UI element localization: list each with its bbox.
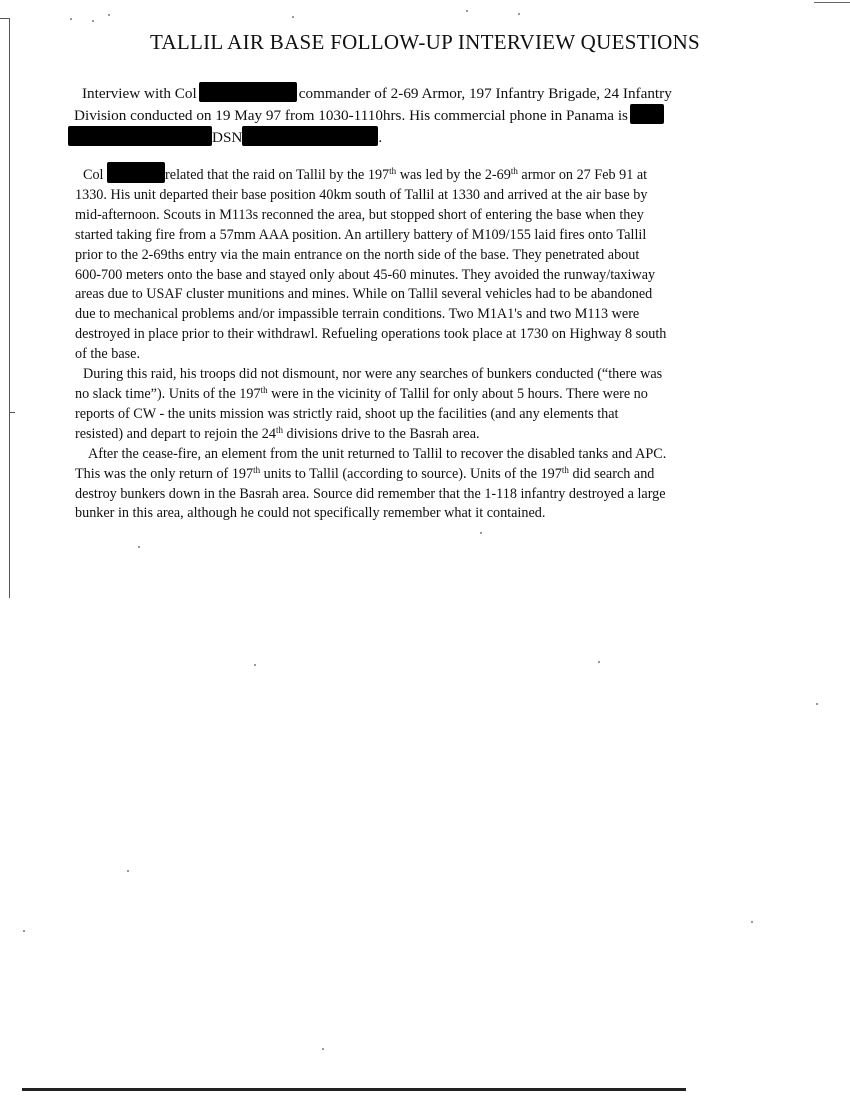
- body-line: mid-afternoon. Scouts in M113s reconned the area, but stopped short of entering the base when they: [75, 206, 644, 223]
- scan-speck: [108, 14, 110, 16]
- interview-intro: [74, 82, 764, 148]
- page-title: TALLIL AIR BASE FOLLOW-UP INTERVIEW QUESTIONS: [149, 30, 701, 54]
- superscript: th: [561, 464, 569, 475]
- interview-body: [75, 162, 775, 524]
- superscript: th: [389, 166, 397, 176]
- intro-text: Interview with Col: [82, 85, 197, 102]
- scan-speck: [92, 20, 94, 22]
- body-line: due to mechanical problems and/or impassible terrain conditions. Two M1A1's and two M113 were: [75, 306, 640, 323]
- body-line: [75, 425, 775, 445]
- body-line: areas due to USAF cluster munitions and mines. While on Tallil several vehicles had to be abandoned: [75, 286, 653, 303]
- body-line: prior to the 2-69ths entry via the main entrance on the north side of the base. They penetrated about: [75, 246, 640, 263]
- scan-edge-tick: [0, 18, 9, 19]
- body-text: did search and: [568, 465, 655, 482]
- body-line: started taking fire from a 57mm AAA position. An artillery battery of M109/155 laid fires onto Tallil: [75, 226, 647, 243]
- scan-speck: [138, 546, 140, 548]
- scan-speck: [816, 703, 818, 705]
- scan-top-rule: [814, 2, 850, 3]
- body-text: resisted) and depart to rejoin the 24: [75, 425, 276, 442]
- body-text: divisions drive to the Basrah area.: [282, 425, 480, 442]
- redaction-block: [242, 126, 378, 146]
- intro-text: commander of 2-69 Armor, 197 Infantry Brigade, 24 Infantry: [298, 85, 672, 102]
- body-text: was led by the 2-69: [396, 167, 511, 183]
- intro-text: Division conducted on 19 May 97 from 1030-1110hrs. His commercial phone in Panama is: [74, 107, 628, 124]
- scan-speck: [480, 532, 482, 534]
- redaction-block: [630, 104, 664, 124]
- scan-speck: [322, 1048, 324, 1050]
- body-text: This was the only return of 197: [75, 465, 254, 482]
- intro-line: [74, 82, 764, 104]
- scan-edge-line: [9, 18, 10, 598]
- scan-speck: [23, 930, 25, 932]
- body-line: After the cease-fire, an element from the unit returned to Tallil to recover the disabled tanks and APC.: [88, 445, 667, 462]
- intro-text: DSN: [212, 129, 243, 146]
- body-line: destroy bunkers down in the Basrah area. Source did remember that the 1-118 infantry destroyed a large: [75, 485, 666, 502]
- redaction-block: [199, 82, 297, 102]
- redaction-block: [107, 162, 165, 183]
- body-line: [75, 385, 775, 405]
- superscript: th: [275, 424, 283, 435]
- body-text: Col: [83, 167, 104, 183]
- intro-line: [74, 104, 764, 126]
- scan-edge-tick: [9, 412, 15, 413]
- superscript: th: [260, 384, 268, 395]
- scan-bottom-rule: [22, 1088, 686, 1091]
- scan-speck: [254, 664, 256, 666]
- scan-speck: [751, 921, 753, 923]
- scan-speck: [466, 10, 468, 12]
- body-text: units to Tallil (according to source). Units of the 197: [260, 465, 562, 482]
- redaction-block: [68, 126, 212, 146]
- body-text: no slack time”). Units of the 197: [75, 385, 261, 402]
- body-line: During this raid, his troops did not dismount, nor were any searches of bunkers conducted (“there was: [83, 366, 663, 383]
- scan-speck: [518, 13, 520, 15]
- superscript: th: [253, 464, 261, 475]
- body-text: armor on 27 Feb 91 at: [517, 167, 648, 183]
- superscript: th: [510, 166, 518, 176]
- scan-speck: [70, 18, 72, 20]
- scan-speck: [127, 870, 129, 872]
- body-line: destroyed in place prior to their withdrawl. Refueling operations took place at 1730 on Highway 8 south: [75, 326, 667, 343]
- body-line: reports of CW - the units mission was strictly raid, shoot up the facilities (and any elements that: [75, 405, 619, 422]
- intro-line: [68, 126, 764, 148]
- body-line: [75, 465, 775, 485]
- body-line: [75, 162, 775, 186]
- body-line: of the base.: [75, 346, 141, 363]
- scan-speck: [292, 16, 294, 18]
- scan-speck: [598, 661, 600, 663]
- body-text: were in the vicinity of Tallil for only about 5 hours. There were no: [267, 385, 648, 402]
- intro-text: .: [378, 129, 383, 146]
- body-line: bunker in this area, although he could not specifically remember what it contained.: [75, 505, 546, 522]
- body-line: 1330. His unit departed their base position 40km south of Tallil at 1330 and arrived at the air base by: [75, 186, 648, 203]
- body-line: 600-700 meters onto the base and stayed only about 45-60 minutes. They avoided the runway/taxiway: [75, 266, 656, 283]
- body-text: related that the raid on Tallil by the 197: [165, 167, 390, 183]
